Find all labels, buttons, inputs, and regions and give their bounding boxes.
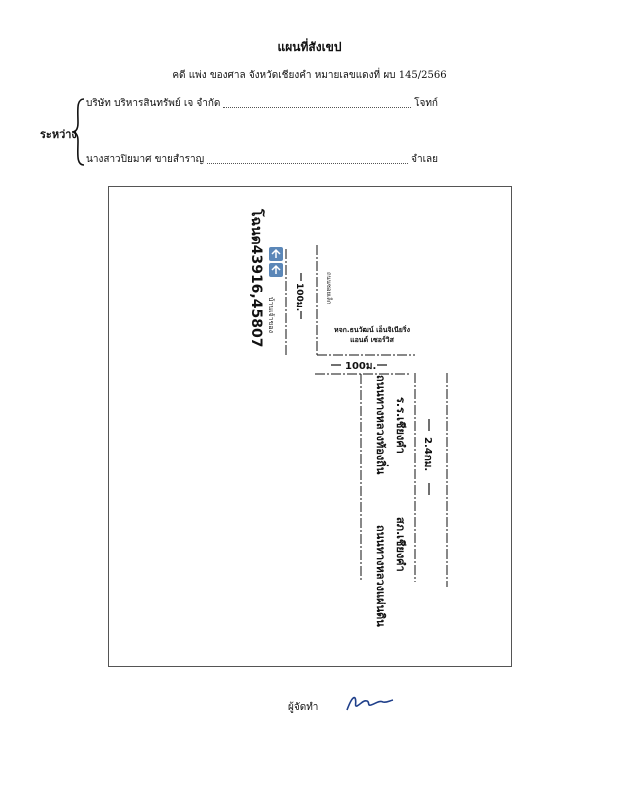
distance-2-4km: 2.4กม. <box>422 437 433 472</box>
marker-icon <box>269 263 283 277</box>
curly-brace-icon <box>70 97 86 167</box>
plaintiff-role: โจทก์ <box>414 98 438 109</box>
defendant-row <box>86 152 438 167</box>
maker-label: ผู้จัดทำ <box>288 702 319 713</box>
main-road-label: ถนนทางหลวงท้องถิ่น <box>374 375 387 475</box>
school-label: ร.ร.เชียงคำ <box>394 397 407 454</box>
dotted-line <box>223 107 411 108</box>
left-area-label: บ้านเจ้าของ <box>267 297 275 333</box>
distance-100m-horizontal: 100ม. <box>345 361 377 372</box>
narrow-road-label: ถนนซอยเล็ก <box>325 272 332 305</box>
plaintiff-row <box>86 96 438 111</box>
document-title: แผนที่สังเขป <box>277 40 342 54</box>
company-label: หจก.ธนวัฒน์ เอ็นจิเนียริ่ง แอนด์ เซอร์วิส <box>333 326 411 344</box>
distance-100m-vertical: 100ม. <box>294 283 304 312</box>
map-frame <box>108 186 512 667</box>
signature-icon <box>345 692 395 714</box>
case-line: คดี แพ่ง ของศาล จังหวัดเชียงคำ หมายเลขแดงที่ ผบ 145/2566 <box>172 70 447 81</box>
lower-road-label: ถนนทางหลวงแผ่นดิน <box>374 525 387 627</box>
defendant-role: จำเลย <box>411 154 438 165</box>
plaintiff-name: บริษัท บริหารสินทรัพย์ เจ จำกัด <box>86 98 221 109</box>
between-label: ระหว่าง <box>40 128 77 141</box>
defendant-name: นางสาวปิยมาศ ขายสำราญ <box>86 154 205 165</box>
dotted-line <box>207 163 408 164</box>
district-office-label: สภ.เชียงคำ <box>394 517 407 572</box>
sketch-map <box>109 187 513 668</box>
coordinates-label: โฉนด43916,45807 <box>248 209 264 348</box>
marker-icon <box>269 247 283 261</box>
